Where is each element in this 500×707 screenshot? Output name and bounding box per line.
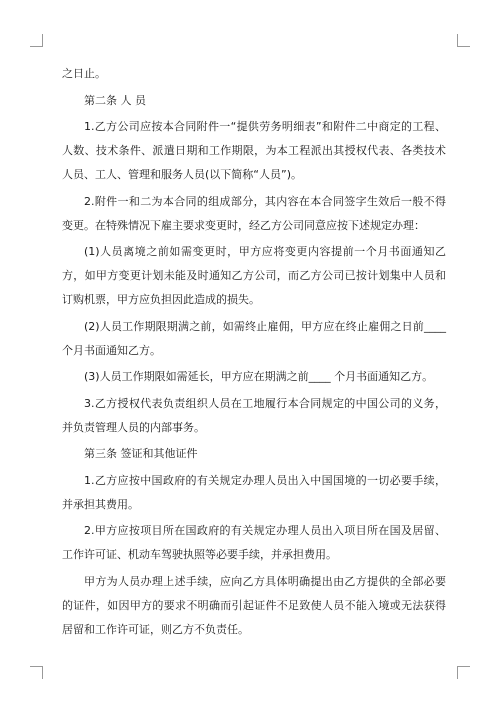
paragraph: 甲方为人员办理上述手续，应向乙方具体明确提出由乙方提供的全部必要的证件，如因甲方的要求不明确而引起证件不足致使人员不能入境或无法获得居留和工作许可证，则乙方不负责任。: [62, 574, 446, 636]
section-heading-personnel: 第二条 人 员: [84, 93, 146, 107]
section-heading-visas: 第三条 签证和其他证件: [84, 447, 198, 460]
paragraph: 1.乙方应按中国政府的有关规定办理人员出入中国国境的一切必要手续，并承担其费用。: [62, 473, 446, 511]
crop-mark-bottom-left: [30, 666, 43, 679]
crop-mark-bottom-right: [457, 666, 470, 679]
paragraph: 2.附件一和二为本合同的组成部分，其内容在本合同签字生效后一般不得变更。在特殊情况下雇主要求变更时，经乙方公司同意应按下述规定办理：: [62, 194, 446, 232]
document-body: [62, 62, 446, 644]
paragraph: 2.甲方应按项目所在国政府的有关规定办理人员出入项目所在国及居留、工作许可证、机动车驾驶执照等必要手续，并承担费用。: [62, 524, 446, 561]
paragraph: 1.乙方公司应按本合同附件一“提供劳务明细表”和附件二中商定的工程、人数、技术条件、派遣日期和工作期限，为本工程派出其授权代表、各类技术人员、工人、管理和服务人员(以下简称“人员”)。: [62, 120, 446, 181]
paragraph: (2)人员工作期限期满之前，如需终止雇佣，甲方应在终止雇佣之日前____ 个月书面通知乙方。: [62, 319, 446, 357]
paragraph-end-of-previous-clause: 之日止。: [62, 67, 106, 80]
paragraph: (3)人员工作期限如需延长，甲方应在期满之前____ 个月书面通知乙方。: [84, 370, 434, 383]
crop-mark-top-left: [30, 34, 43, 47]
paragraph: 3.乙方授权代表负责组织人员在工地履行本合同规定的中国公司的义务，并负责管理人员的内部事务。: [62, 396, 446, 434]
crop-mark-top-right: [457, 34, 470, 47]
paragraph: (1)人员离境之前如需变更时，甲方应将变更内容提前一个月书面通知乙方，如甲方变更计划未能及时通知乙方公司，而乙方公司已按计划集中人员和订购机票，甲方应负担因此造成的损失。: [62, 245, 446, 306]
